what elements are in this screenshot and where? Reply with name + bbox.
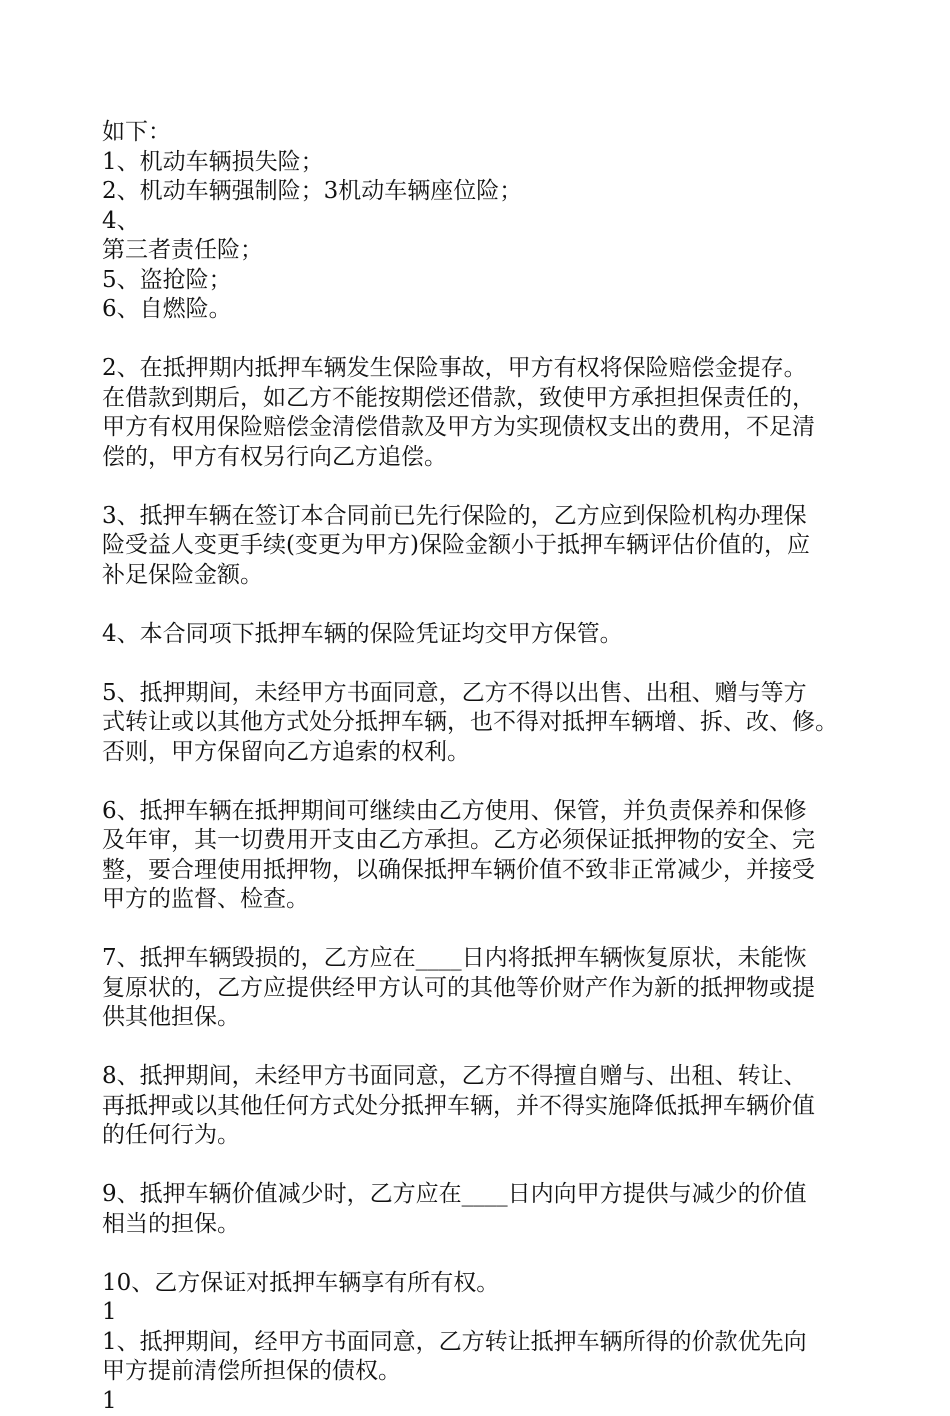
clause-line: 式转让或以其他方式处分抵押车辆，也不得对抵押车辆增、拆、改、修。	[102, 708, 902, 738]
clause-8	[102, 1062, 902, 1151]
list-intro: 如下：	[102, 118, 902, 148]
clause-line: 否则，甲方保留向乙方追索的权利。	[102, 738, 902, 768]
clause-line: 供其他担保。	[102, 1003, 902, 1033]
clause-line: 3、抵押车辆在签订本合同前已先行保险的，乙方应到保险机构办理保	[102, 502, 902, 532]
clause-line: 6、抵押车辆在抵押期间可继续由乙方使用、保管，并负责保养和保修	[102, 797, 902, 827]
clause-2	[102, 354, 902, 472]
clause-line: 甲方提前清偿所担保的债权。	[102, 1357, 902, 1387]
insurance-list	[102, 118, 902, 325]
list-item: 2、机动车辆强制险；3机动车辆座位险；	[102, 177, 902, 207]
clause-line: 险受益人变更手续(变更为甲方)保险金额小于抵押车辆评估价值的，应	[102, 531, 902, 561]
clause-line: 9、抵押车辆价值减少时，乙方应在____日内向甲方提供与减少的价值	[102, 1180, 902, 1210]
clause-line: 复原状的，乙方应提供经甲方认可的其他等价财产作为新的抵押物或提	[102, 974, 902, 1004]
clause-line: 4、本合同项下抵押车辆的保险凭证均交甲方保管。	[102, 620, 902, 650]
clause-10: 10、乙方保证对抵押车辆享有所有权。	[102, 1269, 902, 1299]
clause-line: 补足保险金额。	[102, 561, 902, 591]
list-item: 6、自燃险。	[102, 295, 902, 325]
clause-line: 在借款到期后，如乙方不能按期偿还借款，致使甲方承担担保责任的，	[102, 384, 902, 414]
clause-line: 整，要合理使用抵押物，以确保抵押车辆价值不致非正常减少，并接受	[102, 856, 902, 886]
clause-3	[102, 502, 902, 591]
clause-4	[102, 620, 902, 650]
clause-line: 5、抵押期间，未经甲方书面同意，乙方不得以出售、出租、赠与等方	[102, 679, 902, 709]
clause-line: 7、抵押车辆毁损的，乙方应在____日内将抵押车辆恢复原状，未能恢	[102, 944, 902, 974]
clause-7	[102, 944, 902, 1033]
clause-line: 的任何行为。	[102, 1121, 902, 1151]
clause-line: 甲方的监督、检查。	[102, 885, 902, 915]
clause-9	[102, 1180, 902, 1239]
list-item: 4、	[102, 207, 902, 237]
list-item: 1、机动车辆损失险；	[102, 148, 902, 178]
clause-line: 甲方有权用保险赔偿金清偿借款及甲方为实现债权支出的费用，不足清	[102, 413, 902, 443]
clause-line: 偿的，甲方有权另行向乙方追偿。	[102, 443, 902, 473]
clause-line: 及年审，其一切费用开支由乙方承担。乙方必须保证抵押物的安全、完	[102, 826, 902, 856]
document-body	[102, 118, 902, 1416]
clause-line: 相当的担保。	[102, 1210, 902, 1240]
closing-block	[102, 1269, 902, 1416]
page-marker: 1	[102, 1387, 902, 1416]
clause-6	[102, 797, 902, 915]
list-item: 5、盗抢险；	[102, 266, 902, 296]
clause-line: 8、抵押期间，未经甲方书面同意，乙方不得擅自赠与、出租、转让、	[102, 1062, 902, 1092]
clause-line: 1、抵押期间，经甲方书面同意，乙方转让抵押车辆所得的价款优先向	[102, 1328, 902, 1358]
page-marker: 1	[102, 1298, 902, 1328]
clause-5	[102, 679, 902, 768]
list-item: 第三者责任险；	[102, 236, 902, 266]
clause-line: 再抵押或以其他任何方式处分抵押车辆，并不得实施降低抵押车辆价值	[102, 1092, 902, 1122]
clause-line: 2、在抵押期内抵押车辆发生保险事故，甲方有权将保险赔偿金提存。	[102, 354, 902, 384]
